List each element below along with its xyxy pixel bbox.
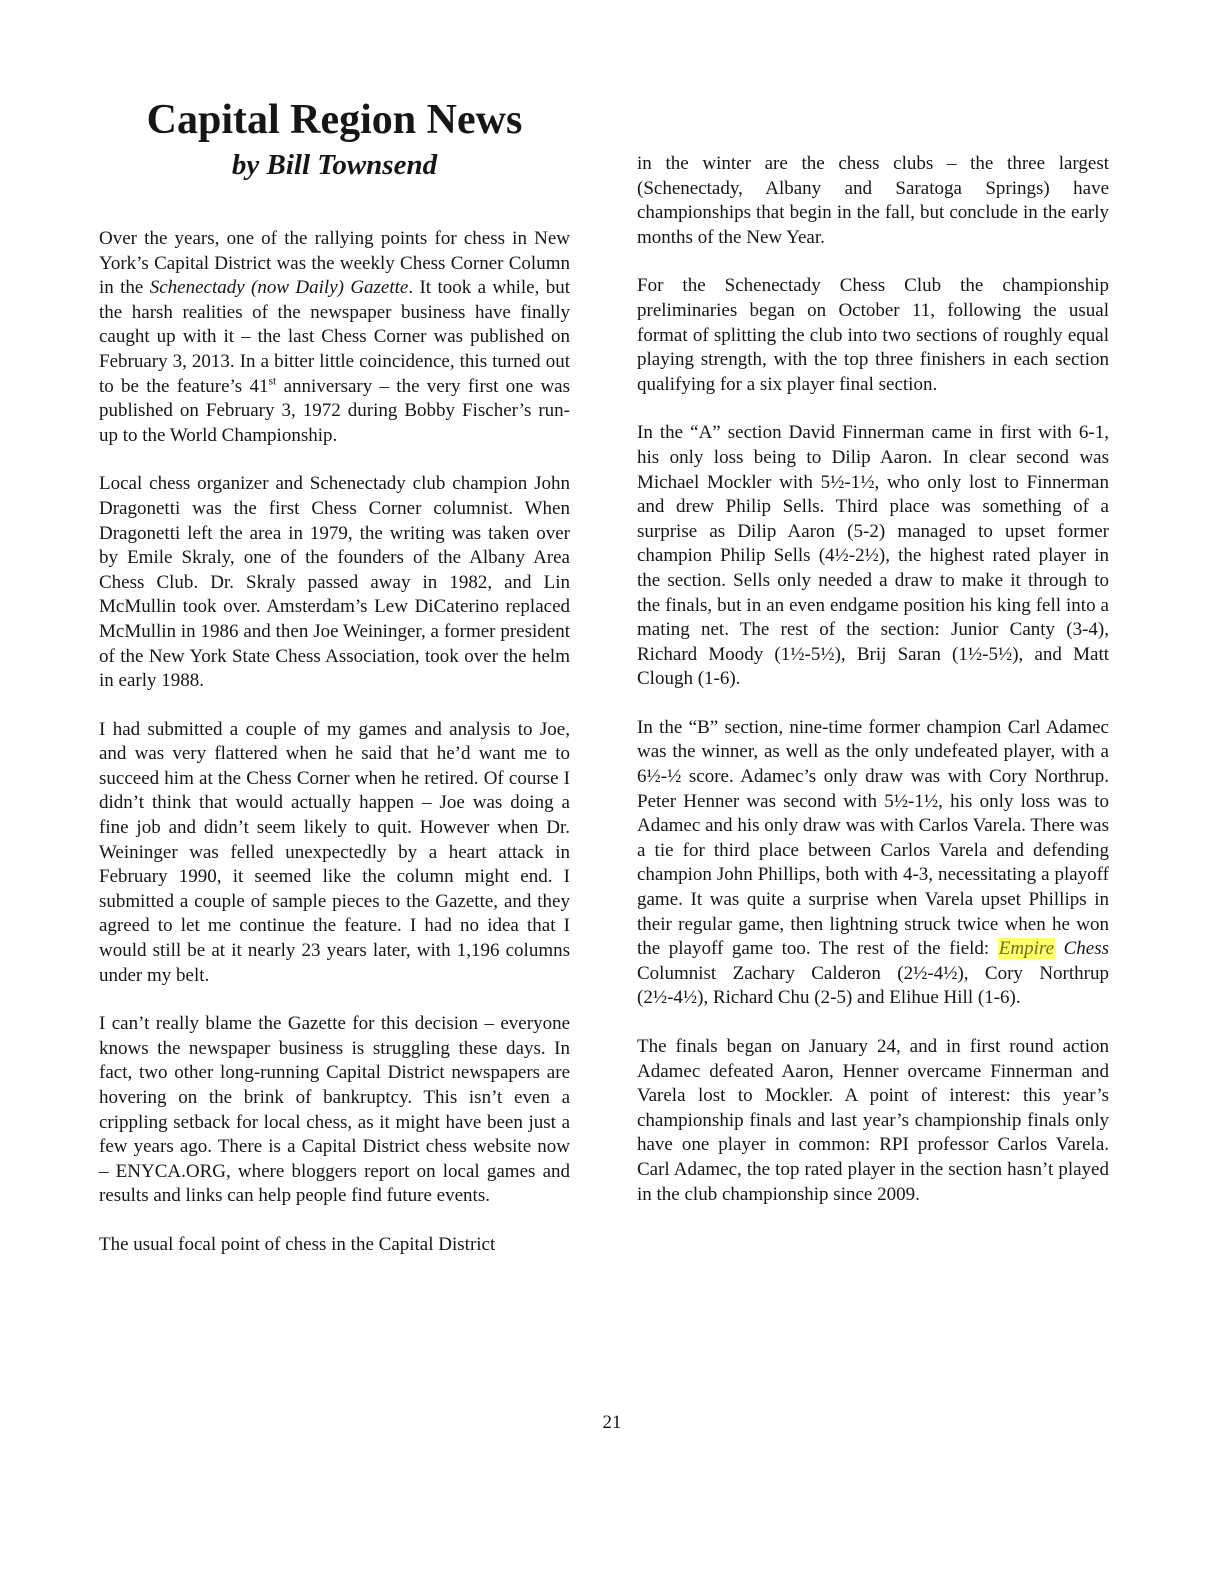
text-segment: st [268,374,277,388]
text-segment: The finals began on January 24, and in first round action Adamec defeated Aaron, Henner overcame Finnerman and Varela lost to Mockler. A point of interest: this year’s championship finals and last year’s championship finals only have one player in common: RPI professor Carlos Varela. Carl Adamec, the top rated player in the section hasn’t played in the club championship since 2009. [637,1036,1109,1205]
text-segment: Local chess organizer and Schenectady club champion John Dragonetti was the first Chess Corner columnist. When Dragonetti left the area in 1979, the writing was taken over by Emile Skraly, one of the founders of the Albany Area Chess Club. Dr. Skraly passed away in 1982, and Lin McMullin took over. Amsterdam’s Lew DiCaterino replaced McMullin in 1986 and then Joe Weininger, a former president of the New York State Chess Association, took over the helm in early 1988. [99,473,570,692]
left-column [99,95,570,1258]
right-column [637,95,1109,1207]
paragraph [99,472,570,693]
article-title: Capital Region News [146,97,523,143]
text-segment: Schenectady (now Daily) Gazette [149,277,409,299]
paragraph [637,152,1109,250]
text-segment: in the winter are the chess clubs – the three largest (Schenectady, Albany and Saratoga Springs) have championships that begin in the fall, but conclude in the early months of the New Year. [637,153,1109,248]
article-byline: by Bill Townsend [231,149,438,181]
article-header [99,95,570,185]
text-segment: The usual focal point of chess in the Capital District [99,1233,496,1255]
text-segment: I had submitted a couple of my games and analysis to Joe, and was very flattered when he said that he’d want me to succeed him at the Chess Corner when he retired. Of course I didn’t think that would actually happen – Joe was doing a fine job and didn’t seem likely to quit. However when Dr. Weininger was felled unexpectedly by a heart attack in February 1990, it seemed like the column might end. I submitted a couple of sample pieces to the Gazette, and they agreed to let me continue the feature. I had no idea that I would still be at it nearly 23 years later, with 1,196 columns under my belt. [99,718,570,986]
highlighted-text[interactable]: Empire [998,938,1055,960]
text-segment: Over the years, one of the rallying points for chess in New York’s Capital District was the weekly Chess Corner Column in the [99,228,570,299]
text-segment: I can’t really blame the Gazette for this decision – everyone knows the newspaper business is struggling these days. In fact, two other long-running Capital District newspapers are hovering on the brink of bankruptcy. This isn’t even a crippling setback for local chess, as it might have been just a few years ago. There is a Capital District chess website now – ENYCA.ORG, where bloggers report on local games and results and links can help people find future events. [99,1013,570,1207]
paragraph [99,718,570,989]
text-segment: . It took a while, but the harsh realities of the newspaper business have finally caught up with it – the last Chess Corner was published on February 3, 2013. In a bitter little coincidence, this turned out to be the feature’s 41 [99,277,570,397]
paragraph [637,1035,1109,1207]
right-column-paragraphs [637,152,1109,1207]
paragraph [637,274,1109,397]
text-segment: In the “A” section David Finnerman came in first with 6-1, his only loss being to Dilip Aaron. In clear second was Michael Mockler with 5½-1½, who only lost to Finnerman and drew Philip Sells. Third place was something of a surprise as Dilip Aaron (5-2) managed to upset former champion Philip Sells (4½-2½), the highest rated player in the section. Sells only needed a draw to make it through to the finals, but in an even endgame position his king fell into a mating net. The rest of the section: Junior Canty (3-4), Richard Moody (1½-5½), Brij Saran (1½-5½), and Matt Clough (1-6). [637,422,1109,690]
paragraph [637,421,1109,692]
page-number: 21 [602,1412,622,1433]
two-column-layout [99,95,1110,1258]
text-segment: anniversary – the very first one was published on February 3, 1972 during Bobby Fischer’s run-up to the World Championship. [99,375,570,446]
paragraph [637,716,1109,1011]
text-segment: Chess [1055,938,1109,960]
paragraph [99,227,570,448]
left-column-paragraphs [99,227,570,1258]
paragraph [99,1012,570,1209]
text-segment: For the Schenectady Chess Club the championship preliminaries began on October 11, following the usual format of splitting the club into two sections of roughly equal playing strength, with the top three finishers in each section qualifying for a six player final section. [637,275,1109,395]
paragraph [99,1233,570,1258]
text-segment: In the “B” section, nine-time former champion Carl Adamec was the winner, as well as the only undefeated player, with a 6½-½ score. Adamec’s only draw was with Cory Northrup. Peter Henner was second with 5½-1½, his only loss was to Adamec and his only draw was with Carlos Varela. There was a tie for third place between Carlos Varela and defending champion John Phillips, both with 4-3, necessitating a playoff game. It was quite a surprise when Varela upset Phillips in their regular game, then lightning struck twice when he won the playoff game too. The rest of the field: [637,716,1109,960]
text-segment: Columnist Zachary Calderon (2½-4½), Cory Northrup (2½-4½), Richard Chu (2-5) and Elihue Hill (1-6). [637,962,1109,1009]
